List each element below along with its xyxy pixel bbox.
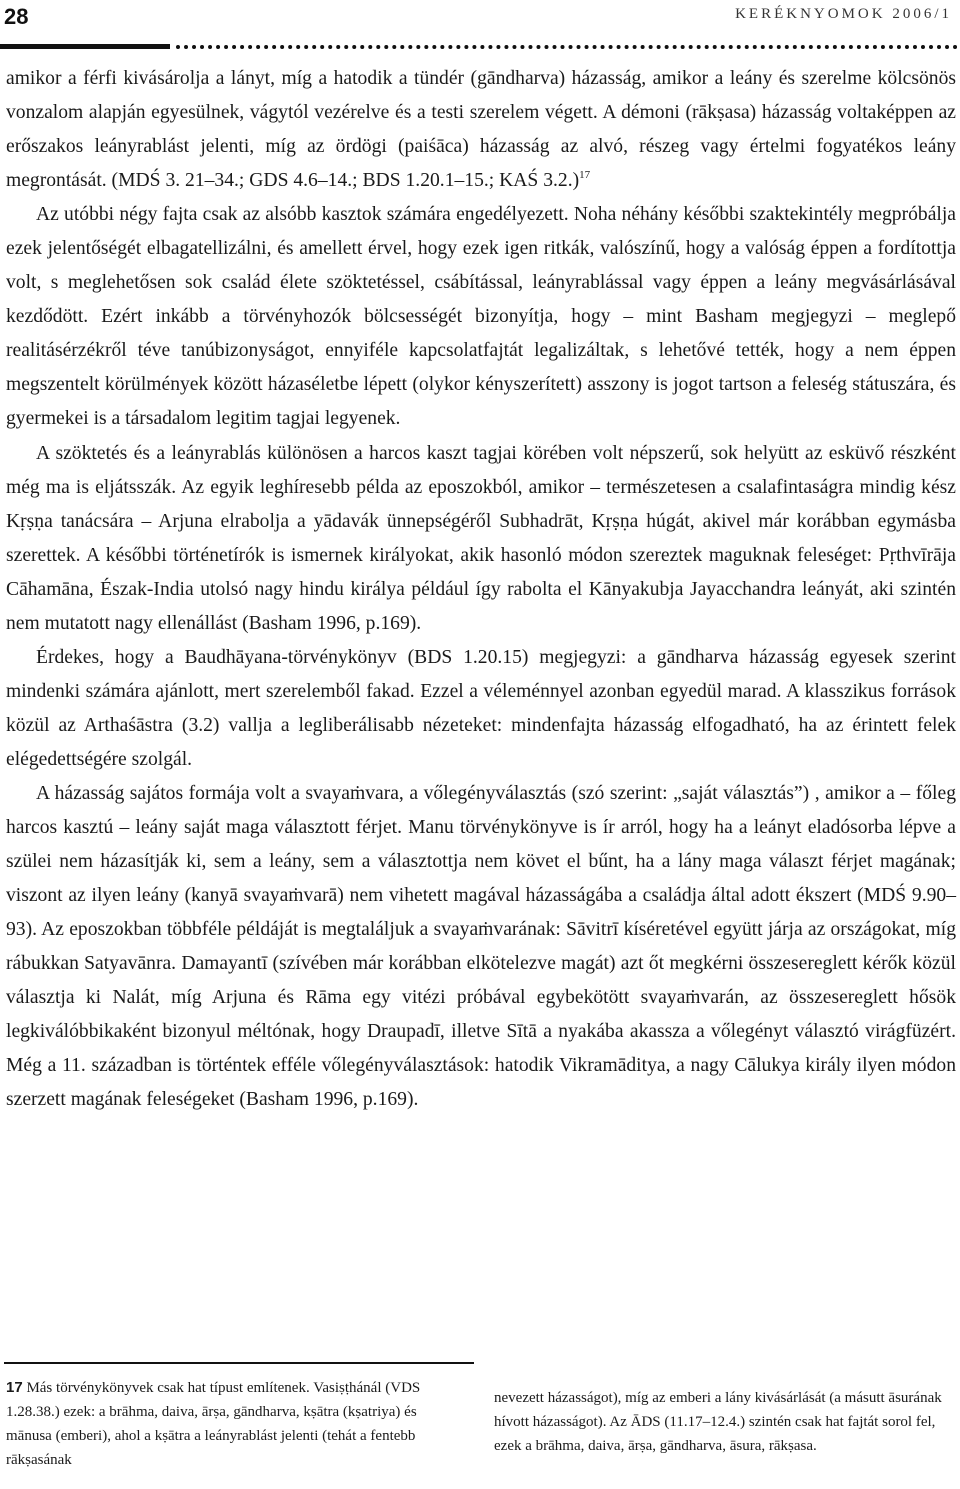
paragraph-2: Az utóbbi négy fajta csak az alsóbb kasztok számára engedélyezett. Noha néhány későbbi szaktekintély megpróbálja ezek jelentőségét elbagatellizálni, és amellett érvel, hogy ezek igen ritkák, valószínű, hogy a valóság éppen a fordítottja volt, s meglehetősen sok család élete szöktetéssel, csábítással, leányrablással vagy éppen a leány megvásárlásával kezdődött. Ezért inkább a törvényhozók bölcsességét bizonyítja, hogy – mint Basham megjegyzi – meglepő realitásérzékről téve tanúbizonyságot, ennyiféle kapcsolatfajtát legalizáltak, s lehetővé tették, hogy a nem éppen megszentelt körülmények között házaséletbe lépett (olykor kényszerített) asszony is jogot tartson a feleség státuszára, és gyermekei is a társadalom legitim tagjai legyenek. xyxy=(6,204,956,430)
page-number: 28 xyxy=(4,4,29,29)
paragraph-1-text: amikor a férfi kivásárolja a lányt, míg a hatodik a tündér (gāndharva) házasság, amikor a leány és szerelme kölcsönös vonzalom alapján egyesülnek, vágytól vezérelve és a testi szerelem végett. A démoni (rākṣasa) házasság voltaképpen az erőszakos leányrablást jelenti, míg az ördögi (paiśāca) házasság az alvó, részeg vagy értelmi fogyatékos leány megrontását. (MDŚ 3. 21–34.; GDS 4.6–14.; BDS 1.20.1–15.; KAŚ 3.2.) xyxy=(6,68,956,192)
paragraph-4: Érdekes, hogy a Baudhāyana-törvénykönyv (BDS 1.20.15) megjegyzi: a gāndharva házasság egyesek szerint mindenki számára ajánlott, mert szerelemből fakad. Ezzel a véleménnyel azonban egyedül marad. A klasszikus források közül az Arthaśāstra (3.2) vallja a legliberálisabb nézeteket: mindenfajta házasság elfogadható, ha az érintett felek elégedettségére szolgál. xyxy=(6,646,956,770)
paragraph-3: A szöktetés és a leányrablás különösen a harcos kaszt tagjai körében volt népszerű, sok helyütt az esküvő részként még ma is eljátsszák. Az egyik leghíresebb példa az eposzokból, amikor – természetesen a csalafintaságra mindig kész Kṛṣṇa tanácsára – Arjuna elrabolja a yādavák ünnepségéről Subhadrāt, Kṛṣṇa húgát, akivel már korábban egymásba szerettek. A későbbi történetírók is ismernek királyokat, akik hasonló módon szereztek maguknak feleséget: Pṛthvīrāja Cāhamāna, Észak-India utolsó nagy hindu királya például így rabolta el Kānyakubja Jayacchandra leányát, aki szintén nem mutatott nagy ellenállást (Basham 1996, p.169). xyxy=(6,442,956,634)
footnote-left-text: Más törvénykönyvek csak hat típust említenek. Vasiṣṭhánál (VDS 1.28.38.) ezek: a brāhma, daiva, ārṣa, gāndharva, kṣātra (kṣatriya) és mānusa (emberi), ahol a kṣātra a leányrablást jelenti (tehát a fentebb rākṣasának xyxy=(6,1380,421,1468)
paragraph-1 xyxy=(6,62,956,198)
header-rule-dotted xyxy=(176,45,958,49)
paragraph-5: A házasság sajátos formája volt a svayaṁvara, a vőlegényválasztás (szó szerint: „saját választás”) , amikor a – főleg harcos kasztú – leány saját maga választott férjet. Manu törvénykönyve is ír arról, hogy ha a leányt eladósorba lépve a szülei nem házasítják ki, sem a leány, sem a választottja nem követ el bűnt, ha a lány maga választ férjet magának; viszont az ilyen leány (kanyā svayaṁvarā) nem vihetett magával házasságába a családja által adott ékszert (MDŚ 9.90–93). Az eposzokban többféle példáját is megtaláljuk a svayaṁvarának: Sāvitrī kíséretével együtt járja az országokat, míg rábukkan Satyavānra. Damayantī (szívében már korábban elkötelezve magát) azt őt megkérni összesereglett kérők közül választja ki Nalát, míg Arjuna és Rāma egy vitézi próbával egybekötött svayaṁvarán, az összesereglett hősök legkiválóbbikaként bizonyul méltónak, hogy Draupadī, illetve Sītā a nyakába akassza a vőlegényt választó virágfüzért. Még a 11. században is történtek efféle vőlegényválasztások: hatodik Vikramāditya, a nagy Cālukya király ilyen módon szerzett magának feleségeket (Basham 1996, p.169). xyxy=(6,782,956,1111)
footnote-number: 17 xyxy=(6,1379,23,1396)
article-body xyxy=(6,62,956,1117)
footnote-marker: 17 xyxy=(579,169,591,182)
header-rule-solid xyxy=(0,44,170,49)
page-header xyxy=(0,0,960,52)
journal-title: KERÉKNYOMOK 2006/1 xyxy=(735,6,952,22)
footnote-left-column xyxy=(6,1376,454,1472)
footnote-right-column xyxy=(494,1386,952,1458)
footnote-right-text: nevezett házasságot), míg az emberi a lány kivásárlását (a másutt āsurának hívott házasságot). Az ĀDS (11.17–12.4.) szintén csak hat fajtát sorol fel, ezek a brāhma, daiva, ārṣa, gāndharva, āsura, rākṣasa. xyxy=(494,1390,942,1454)
footnote-divider xyxy=(4,1362,474,1364)
